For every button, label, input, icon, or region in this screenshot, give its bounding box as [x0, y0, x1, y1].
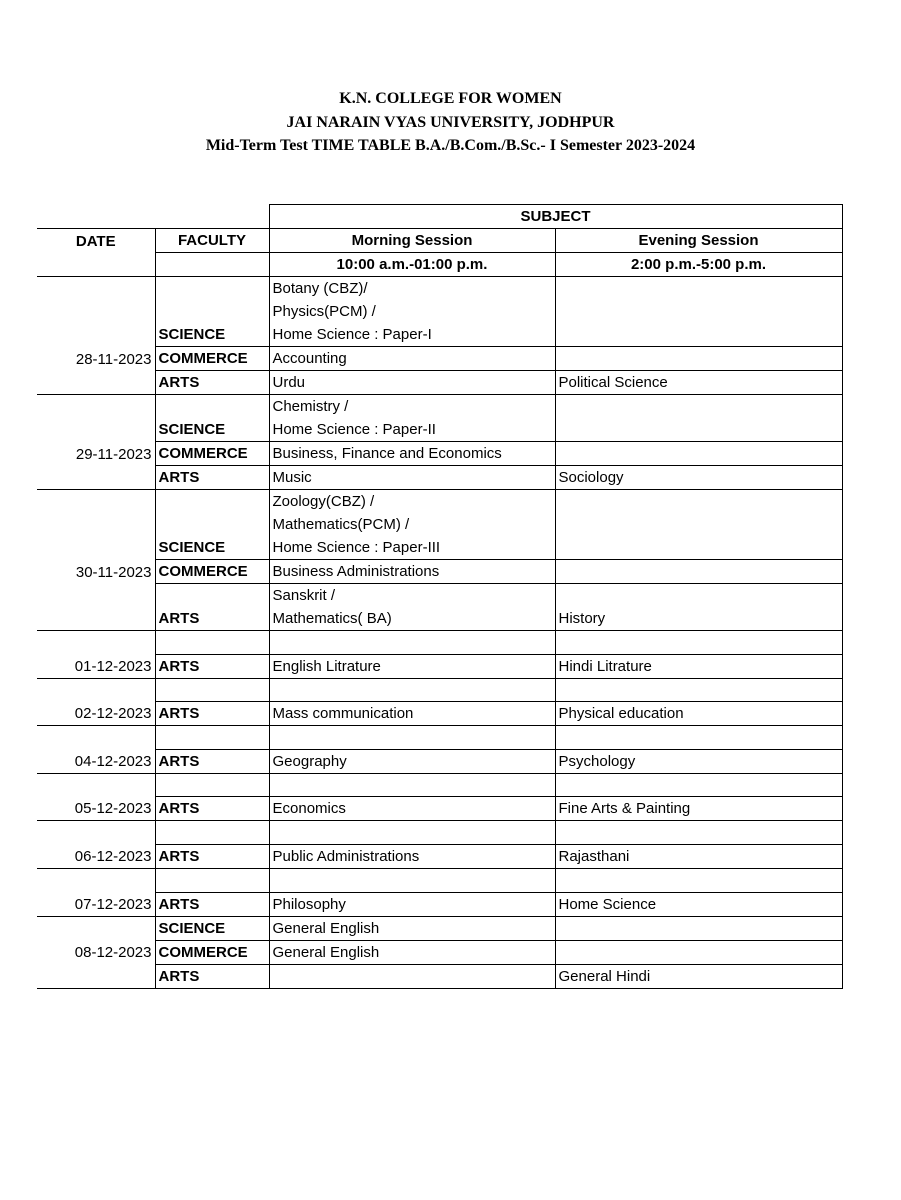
exam-date: 07-12-2023	[74, 895, 152, 913]
evening-subject	[555, 773, 842, 797]
morning-subject: Philosophy	[269, 892, 555, 916]
evening-subject	[555, 631, 842, 655]
morning-subject: Chemistry /	[269, 395, 555, 419]
exam-date	[37, 490, 155, 514]
faculty-name	[155, 300, 269, 323]
evening-subject: Political Science	[555, 371, 842, 395]
timetable-row	[37, 844, 842, 868]
exam-date	[37, 821, 155, 845]
morning-subject: Economics	[269, 797, 555, 821]
faculty-name: ARTS	[155, 702, 269, 726]
morning-subject: Sanskrit /	[269, 584, 555, 608]
timetable-row	[37, 607, 842, 631]
exam-date	[37, 584, 155, 608]
timetable-row	[37, 395, 842, 419]
evening-subject	[555, 513, 842, 536]
faculty-header: FACULTY	[155, 229, 269, 253]
timetable-row	[37, 631, 842, 655]
timetable-row	[37, 466, 842, 490]
morning-subject: Business, Finance and Economics	[269, 442, 555, 466]
timetable-row	[37, 277, 842, 301]
exam-date	[37, 726, 155, 750]
timetable	[37, 204, 843, 989]
evening-subject	[555, 584, 842, 608]
timetable-row	[37, 654, 842, 678]
timetable-row	[37, 749, 842, 773]
faculty-name: ARTS	[155, 654, 269, 678]
evening-subject: General Hindi	[555, 964, 842, 988]
morning-subject	[269, 868, 555, 892]
morning-subject: Mass communication	[269, 702, 555, 726]
evening-subject	[555, 347, 842, 371]
exam-date	[37, 536, 155, 560]
faculty-name	[155, 868, 269, 892]
exam-date	[37, 773, 155, 797]
evening-subject	[555, 418, 842, 442]
morning-subject: Public Administrations	[269, 844, 555, 868]
exam-date	[37, 323, 155, 347]
morning-time: 10:00 a.m.-01:00 p.m.	[269, 253, 555, 277]
morning-subject	[269, 773, 555, 797]
faculty-name: ARTS	[155, 371, 269, 395]
faculty-name: ARTS	[155, 607, 269, 631]
timetable-row	[37, 940, 842, 964]
faculty-name: ARTS	[155, 466, 269, 490]
faculty-name	[155, 513, 269, 536]
faculty-name: SCIENCE	[155, 916, 269, 940]
morning-subject: Geography	[269, 749, 555, 773]
timetable-row	[37, 821, 842, 845]
evening-session-header: Evening Session	[555, 229, 842, 253]
faculty-name	[155, 490, 269, 514]
evening-subject: Physical education	[555, 702, 842, 726]
faculty-name: ARTS	[155, 844, 269, 868]
evening-subject	[555, 940, 842, 964]
faculty-name	[155, 631, 269, 655]
evening-subject	[555, 821, 842, 845]
timetable-row	[37, 347, 842, 371]
morning-subject: Accounting	[269, 347, 555, 371]
timetable-row	[37, 371, 842, 395]
timetable-row	[37, 584, 842, 608]
morning-subject: Botany (CBZ)/	[269, 277, 555, 301]
evening-subject	[555, 536, 842, 560]
timetable-row	[37, 797, 842, 821]
morning-subject: Physics(PCM) /	[269, 300, 555, 323]
timetable-row	[37, 892, 842, 916]
exam-date	[37, 277, 155, 301]
evening-subject	[555, 678, 842, 702]
timetable-row	[37, 536, 842, 560]
date-header: DATE	[37, 229, 155, 253]
morning-subject: General English	[269, 940, 555, 964]
evening-subject	[555, 490, 842, 514]
morning-subject	[269, 726, 555, 750]
exam-date	[37, 371, 155, 395]
timetable-row	[37, 964, 842, 988]
time-header-row	[37, 253, 842, 277]
subject-header: SUBJECT	[269, 205, 842, 229]
university-name: JAI NARAIN VYAS UNIVERSITY, JODHPUR	[286, 114, 615, 131]
evening-subject	[555, 726, 842, 750]
morning-subject: Home Science : Paper-II	[269, 418, 555, 442]
evening-subject: Home Science	[555, 892, 842, 916]
faculty-name: SCIENCE	[155, 536, 269, 560]
faculty-name	[155, 678, 269, 702]
morning-subject	[269, 678, 555, 702]
evening-subject	[555, 300, 842, 323]
faculty-name	[155, 395, 269, 419]
morning-subject: Home Science : Paper-III	[269, 536, 555, 560]
timetable-row	[37, 560, 842, 584]
timetable-row	[37, 323, 842, 347]
morning-subject: Mathematics( BA)	[269, 607, 555, 631]
exam-date	[37, 395, 155, 419]
timetable-row	[37, 868, 842, 892]
morning-subject: General English	[269, 916, 555, 940]
faculty-name: COMMERCE	[155, 442, 269, 466]
faculty-name: SCIENCE	[155, 418, 269, 442]
faculty-name: COMMERCE	[155, 560, 269, 584]
faculty-name: ARTS	[155, 892, 269, 916]
faculty-name: ARTS	[155, 797, 269, 821]
morning-subject	[269, 964, 555, 988]
exam-date: 05-12-2023	[74, 800, 152, 818]
timetable-row	[37, 916, 842, 940]
timetable-row	[37, 442, 842, 466]
exam-date	[37, 916, 155, 940]
morning-subject: Zoology(CBZ) /	[269, 490, 555, 514]
exam-date	[37, 868, 155, 892]
timetable-row	[37, 513, 842, 536]
exam-date	[37, 607, 155, 631]
faculty-name	[155, 821, 269, 845]
faculty-name: COMMERCE	[155, 940, 269, 964]
exam-date: 08-12-2023	[74, 944, 152, 962]
exam-date	[37, 466, 155, 490]
subject-header-row	[37, 205, 842, 229]
exam-date	[37, 418, 155, 442]
timetable-row	[37, 490, 842, 514]
exam-date	[37, 678, 155, 702]
evening-subject	[555, 560, 842, 584]
morning-subject: Urdu	[269, 371, 555, 395]
exam-date	[37, 513, 155, 536]
morning-subject: English Litrature	[269, 654, 555, 678]
faculty-name	[155, 773, 269, 797]
evening-subject	[555, 395, 842, 419]
exam-date	[37, 300, 155, 323]
morning-subject: Music	[269, 466, 555, 490]
evening-subject: Hindi Litrature	[555, 654, 842, 678]
timetable-row	[37, 418, 842, 442]
college-name: K.N. COLLEGE FOR WOMEN	[339, 90, 562, 107]
faculty-name	[155, 584, 269, 608]
morning-subject	[269, 631, 555, 655]
morning-subject: Mathematics(PCM) /	[269, 513, 555, 536]
exam-date: 06-12-2023	[74, 847, 152, 865]
exam-date: 28-11-2023	[75, 350, 152, 368]
timetable-row	[37, 726, 842, 750]
evening-subject	[555, 442, 842, 466]
faculty-name: COMMERCE	[155, 347, 269, 371]
morning-session-header: Morning Session	[269, 229, 555, 253]
evening-subject: Psychology	[555, 749, 842, 773]
evening-subject	[555, 323, 842, 347]
evening-time: 2:00 p.m.-5:00 p.m.	[555, 253, 842, 277]
exam-date: 29-11-2023	[75, 445, 152, 463]
exam-date: 30-11-2023	[75, 563, 152, 581]
evening-subject: Fine Arts & Painting	[555, 797, 842, 821]
evening-subject	[555, 277, 842, 301]
morning-subject: Business Administrations	[269, 560, 555, 584]
faculty-name	[155, 277, 269, 301]
evening-subject: Rajasthani	[555, 844, 842, 868]
exam-date: 02-12-2023	[74, 705, 152, 723]
timetable-row	[37, 300, 842, 323]
evening-subject	[555, 868, 842, 892]
exam-date: 01-12-2023	[74, 657, 152, 675]
exam-date: 04-12-2023	[74, 752, 152, 770]
faculty-name: ARTS	[155, 749, 269, 773]
exam-date	[37, 964, 155, 988]
evening-subject: History	[555, 607, 842, 631]
timetable-body	[37, 277, 842, 989]
evening-subject: Sociology	[555, 466, 842, 490]
timetable-row	[37, 678, 842, 702]
exam-date	[37, 631, 155, 655]
faculty-name: ARTS	[155, 964, 269, 988]
timetable-title: Mid-Term Test TIME TABLE B.A./B.Com./B.Sc.- I Semester 2023-2024	[205, 137, 696, 154]
faculty-name: SCIENCE	[155, 323, 269, 347]
morning-subject: Home Science : Paper-I	[269, 323, 555, 347]
timetable-row	[37, 773, 842, 797]
evening-subject	[555, 916, 842, 940]
morning-subject	[269, 821, 555, 845]
faculty-name	[155, 726, 269, 750]
column-header-row	[37, 229, 842, 253]
timetable-row	[37, 702, 842, 726]
